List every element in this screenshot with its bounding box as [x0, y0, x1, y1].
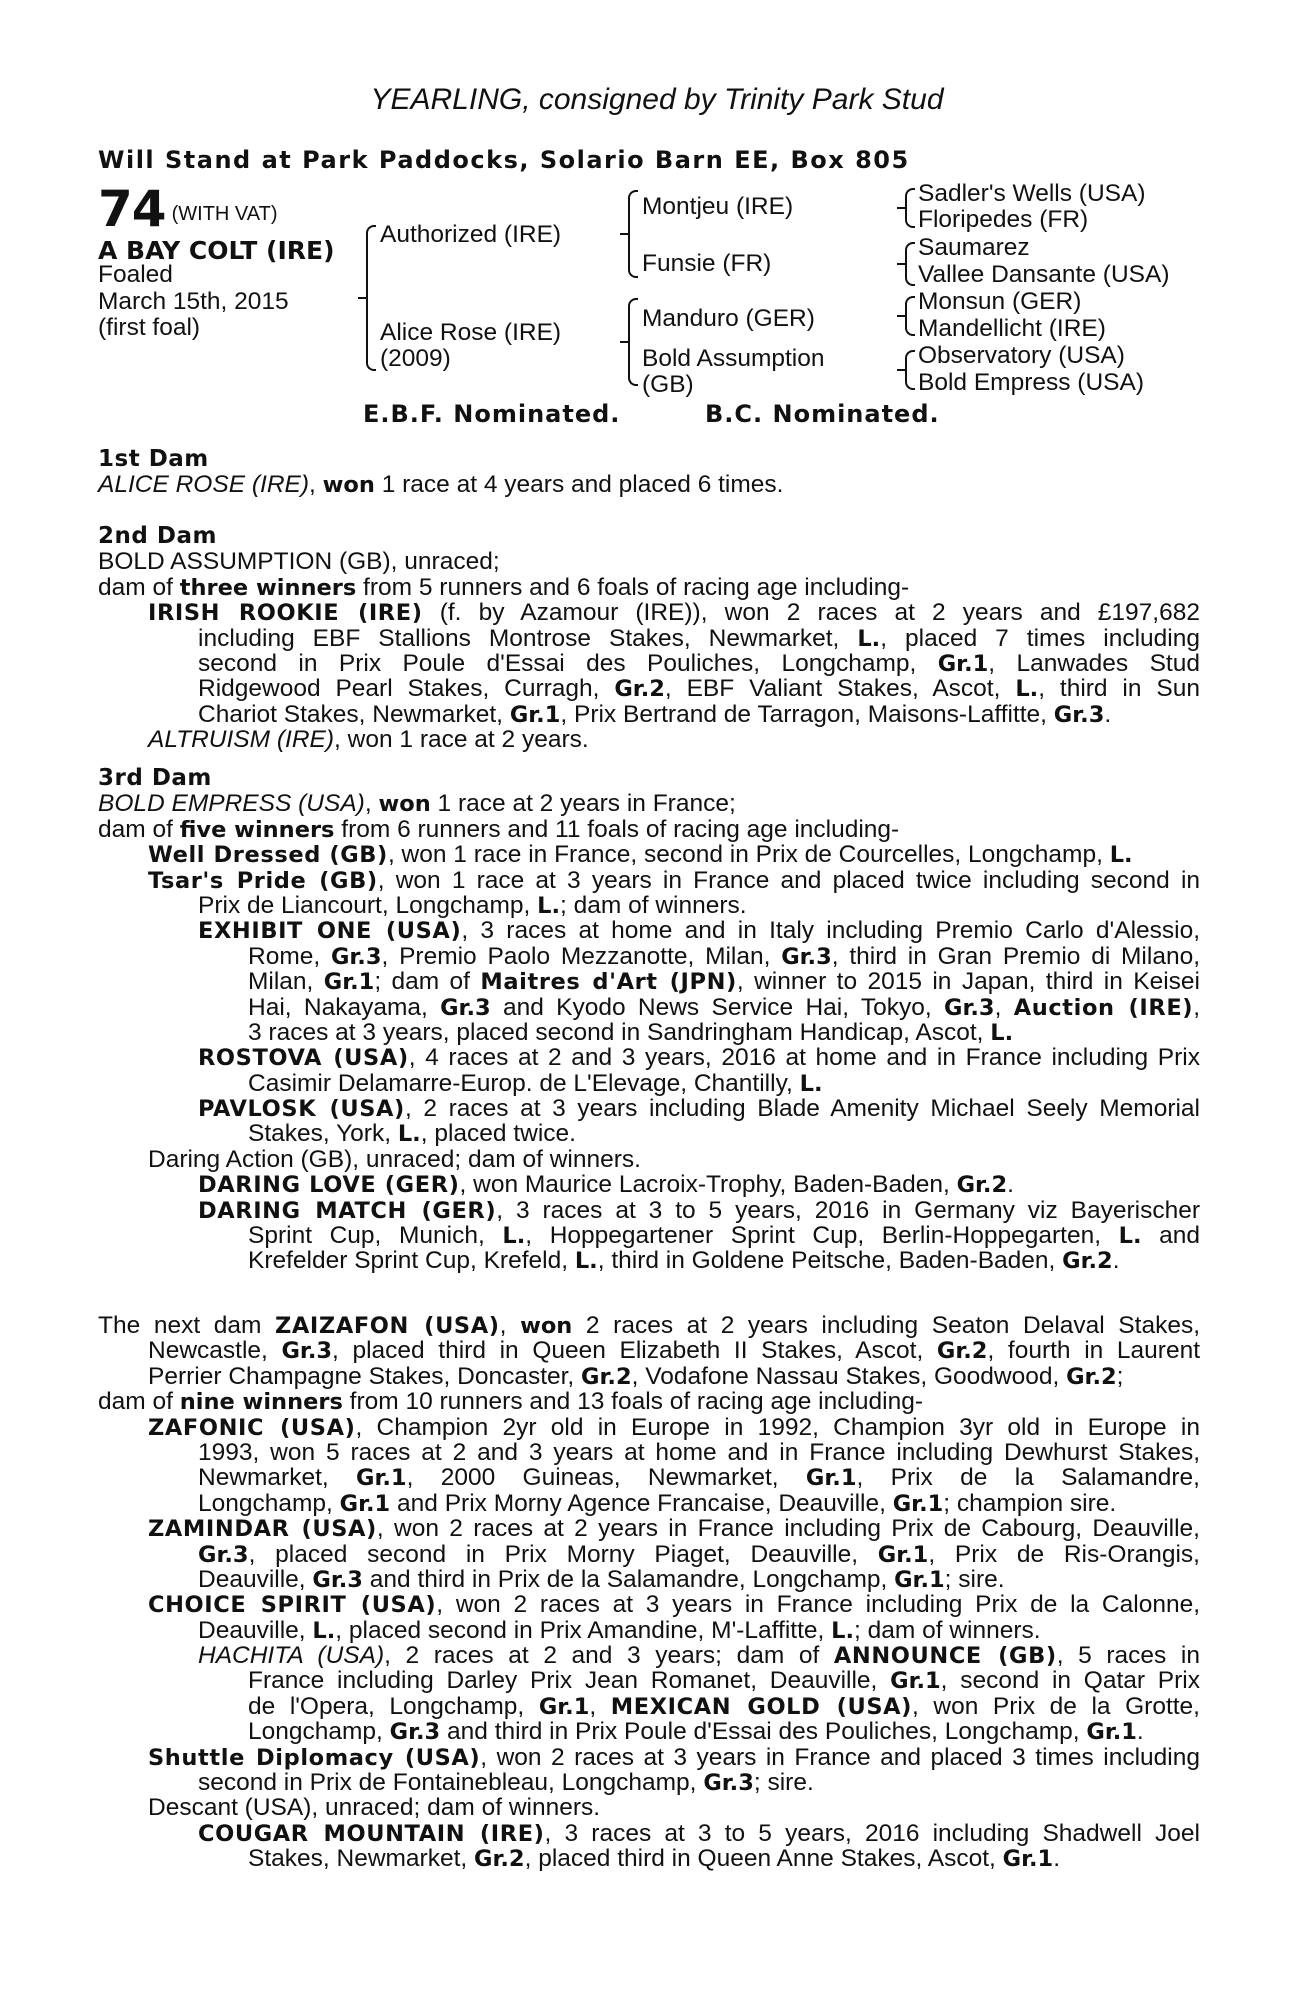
text-line: The next dam ZAIZAFON (USA), won 2 races at 2 years including Seaton Delaval Stakes,	[98, 1313, 1200, 1339]
first-dam-heading: 1st Dam	[98, 446, 209, 472]
dam-sire: Manduro (GER)	[642, 305, 815, 332]
third-dam-section	[98, 766, 1200, 1274]
horse-name: A BAY COLT (IRE)	[98, 236, 335, 265]
text-line: HACHITA (USA), 2 races at 2 and 3 years; dam of ANNOUNCE (GB), 5 races in	[198, 1643, 1200, 1669]
text-line: Shuttle Diplomacy (USA), won 2 races at 3 years in France and placed 3 times including	[148, 1744, 1200, 1771]
text-line: de l'Opera, Longchamp, Gr.1, MEXICAN GOLD (USA), won Prix de la Grotte,	[248, 1693, 1200, 1720]
foaled-date: March 15th, 2015	[98, 287, 289, 315]
text-line: CHOICE SPIRIT (USA), won 2 races at 3 years in France including Prix de la Calonne,	[148, 1592, 1200, 1618]
altruism-entry	[98, 727, 1200, 752]
grandsire-2: Floripedes (FR)	[918, 206, 1089, 233]
text-line: Krefelder Sprint Cup, Krefeld, L., third in Goldene Peitsche, Baden-Baden, Gr.2.	[248, 1247, 1120, 1275]
text-line: Sprint Cup, Munich, L., Hoppegartener Sprint Cup, Berlin-Hoppegarten, L. and	[248, 1223, 1200, 1249]
first-dam-text: 1 race at 4 years and placed 6 times.	[374, 471, 784, 499]
sire: Authorized (IRE)	[380, 221, 562, 248]
text-line: Well Dressed (GB), won 1 race in France, second in Prix de Courcelles, Longchamp, L.	[148, 841, 1133, 869]
sire-line-brace	[628, 190, 638, 278]
text-line: Tsar's Pride (GB), won 1 race at 3 years in France and placed twice including second in	[148, 867, 1200, 893]
text-line: Chariot Stakes, Newmarket, Gr.1, Prix Bertrand de Tarragon, Maisons-Laffitte, Gr.3.	[198, 700, 1112, 728]
text-line: France including Darley Prix Jean Romanet, Deauville, Gr.1, second in Qatar Prix	[248, 1668, 1200, 1694]
grandsire-1: Sadler's Wells (USA)	[918, 180, 1146, 207]
sire-dam-brace	[366, 225, 376, 371]
text-line: IRISH ROOKIE (IRE) (f. by Azamour (IRE)), won 2 races at 2 years and £197,682	[148, 600, 1200, 626]
text-line: Longchamp, Gr.3 and third in Prix Poule d'Essai des Pouliches, Longchamp, Gr.1.	[248, 1718, 1144, 1746]
text-line: Deauville, L., placed second in Prix Amandine, M'-Laffitte, L.; dam of winners.	[198, 1616, 1041, 1644]
text-line: Daring Action (GB), unraced; dam of winners.	[148, 1145, 641, 1173]
sire-dam: Funsie (FR)	[642, 250, 772, 277]
third-dam-winners: five winners	[179, 816, 335, 843]
bc-nomination: B.C. Nominated.	[705, 400, 940, 428]
foaled-label: Foaled	[98, 261, 173, 288]
irish-rookie-entry	[98, 600, 1200, 727]
text-line: Deauville, Gr.3 and third in Prix de la Salamandre, Longchamp, Gr.1; sire.	[198, 1565, 1005, 1593]
text-line: COUGAR MOUNTAIN (IRE), 3 races at 3 to 5 years, 2016 including Shadwell Joel	[198, 1820, 1200, 1847]
next-dam-winners: nine winners	[179, 1389, 343, 1416]
third-dam-text: 1 race at 2 years in France;	[430, 790, 736, 818]
ebf-nomination: E.B.F. Nominated.	[363, 400, 621, 428]
second-dam-section	[98, 524, 1200, 753]
text-line: Stakes, York, L., placed twice.	[248, 1120, 576, 1148]
text-line: Newmarket, Gr.1, 2000 Guineas, Newmarket, Gr.1, Prix de la Salamandre,	[198, 1465, 1200, 1491]
text-line: Longchamp, Gr.1 and Prix Morny Agence Francaise, Deauville, Gr.1; champion sire.	[198, 1489, 1117, 1517]
lot-number-value: 74	[98, 180, 166, 238]
next-dam-section	[98, 1313, 1200, 1872]
text-line: 3 races at 3 years, placed second in Sandringham Handicap, Ascot, L.	[248, 1018, 1014, 1046]
text-line: Descant (USA), unraced; dam of winners.	[148, 1794, 601, 1822]
text-line: Gr.3, placed second in Prix Morny Piaget, Deauville, Gr.1, Prix de Ris-Orangis,	[198, 1541, 1200, 1567]
dam-year: (2009)	[380, 345, 451, 372]
text-line: Ridgewood Pearl Stakes, Curragh, Gr.2, EBF Valiant Stakes, Ascot, L., third in Sun	[198, 676, 1200, 702]
foaling-details	[98, 262, 289, 342]
grandsire-4: Vallee Dansante (USA)	[918, 261, 1170, 288]
third-dam-produce	[98, 817, 1200, 842]
stabling-location: Will Stand at Park Paddocks, Solario Barn EE, Box 805	[98, 146, 910, 174]
grandsire-6: Mandellicht (IRE)	[918, 315, 1106, 342]
sire-sire: Montjeu (IRE)	[642, 193, 794, 220]
dam: Alice Rose (IRE)	[380, 319, 562, 346]
text-line: PAVLOSK (USA), 2 races at 3 years including Blade Amenity Michael Seely Memorial	[198, 1096, 1200, 1122]
text-line: ROSTOVA (USA), 4 races at 2 and 3 years, 2016 at home and in France including Prix	[198, 1045, 1200, 1071]
g3-brace	[905, 296, 915, 336]
text-line: second in Prix de Fontainebleau, Longchamp, Gr.3; sire.	[198, 1769, 814, 1797]
text-line: second in Prix Poule d'Essai des Pouliches, Longchamp, Gr.1, Lanwades Stud	[198, 650, 1200, 677]
dam-line-brace	[628, 298, 638, 386]
grandsire-3: Saumarez	[918, 234, 1030, 261]
text-line: ZAFONIC (USA), Champion 2yr old in Europe in 1992, Champion 3yr old in Europe in	[148, 1414, 1200, 1440]
altruism-text: , won 1 race at 2 years.	[334, 726, 589, 754]
third-dam-name: BOLD EMPRESS (USA)	[98, 790, 365, 818]
second-dam-heading: 2nd Dam	[98, 523, 217, 549]
consignment-header: YEARLING, consigned by Trinity Park Stud	[370, 83, 944, 116]
first-dam-section	[98, 447, 1200, 498]
text-line: Perrier Champagne Stakes, Doncaster, Gr.2, Vodafone Nassau Stakes, Goodwood, Gr.2;	[148, 1362, 1124, 1390]
text-line: ZAMINDAR (USA), won 2 races at 2 years in France including Prix de Cabourg, Deauville,	[148, 1516, 1200, 1542]
grandsire-8: Bold Empress (USA)	[918, 369, 1145, 396]
g2-brace	[905, 242, 915, 286]
next-dam-damof-rest: from 10 runners and 13 foals of racing age including-	[342, 1388, 924, 1416]
foal-note: (first foal)	[98, 314, 201, 341]
grandsire-7: Observatory (USA)	[918, 342, 1125, 369]
second-dam-damof: dam of	[98, 573, 180, 601]
third-dam-record: BOLD EMPRESS (USA), won 1 race at 2 years in France;	[98, 790, 736, 818]
text-line: 1993, won 5 races at 2 and 3 years at home and in France including Dewhurst Stakes,	[198, 1439, 1200, 1466]
third-dam-won: won	[378, 791, 431, 818]
text-line: DARING MATCH (GER), 3 races at 3 to 5 years, 2016 in Germany viz Bayerischer	[198, 1197, 1200, 1224]
text-line: Casimir Delamarre-Europ. de L'Elevage, Chantilly, L.	[248, 1069, 823, 1097]
next-dam-produce	[98, 1389, 1200, 1414]
third-dam-damof: dam of	[98, 815, 180, 843]
second-dam-name: BOLD ASSUMPTION (GB), unraced;	[98, 548, 500, 576]
first-dam-name: ALICE ROSE (IRE)	[98, 471, 310, 499]
second-dam-damof-rest: from 5 runners and 6 foals of racing age including-	[356, 573, 910, 601]
next-dam-damof: dam of	[98, 1388, 180, 1416]
first-dam-record: ALICE ROSE (IRE), won 1 race at 4 years and placed 6 times.	[98, 471, 784, 499]
text-line: Stakes, Newmarket, Gr.2, placed third in Queen Anne Stakes, Ascot, Gr.1.	[248, 1845, 1061, 1873]
text-line: Hai, Nakayama, Gr.3 and Kyodo News Service Hai, Tokyo, Gr.3, Auction (IRE),	[248, 994, 1200, 1020]
g1-brace	[905, 188, 915, 228]
g4-brace	[905, 350, 915, 390]
text-line: Milan, Gr.1; dam of Maitres d'Art (JPN), winner to 2015 in Japan, third in Keisei	[248, 969, 1200, 995]
text-line: DARING LOVE (GER), won Maurice Lacroix-Trophy, Baden-Baden, Gr.2.	[198, 1171, 1014, 1199]
grandsire-5: Monsun (GER)	[918, 288, 1082, 315]
dam-dam: Bold Assumption	[642, 345, 825, 372]
altruism-name: ALTRUISM (IRE)	[148, 726, 335, 754]
second-dam-winners: three winners	[179, 574, 357, 601]
text-line: Prix de Liancourt, Longchamp, L.; dam of winners.	[198, 891, 747, 919]
lot-number	[98, 182, 278, 236]
text-line: EXHIBIT ONE (USA), 3 races at home and in Italy including Premio Carlo d'Alessio,	[198, 918, 1200, 944]
third-dam-damof-rest: from 6 runners and 11 foals of racing age including-	[334, 815, 900, 843]
text-line: Newcastle, Gr.3, placed third in Queen Elizabeth II Stakes, Ascot, Gr.2, fourth in Laurent	[148, 1338, 1200, 1364]
text-line: including EBF Stallions Montrose Stakes, Newmarket, L., placed 7 times including	[198, 625, 1200, 651]
first-dam-won: won	[322, 472, 375, 499]
third-dam-heading: 3rd Dam	[98, 765, 212, 791]
vat-note: (WITH VAT)	[171, 203, 278, 225]
second-dam-produce	[98, 575, 1200, 600]
dam-dam-origin: (GB)	[642, 371, 694, 398]
text-line: Rome, Gr.3, Premio Paolo Mezzanotte, Milan, Gr.3, third in Gran Premio di Milano,	[248, 943, 1200, 970]
